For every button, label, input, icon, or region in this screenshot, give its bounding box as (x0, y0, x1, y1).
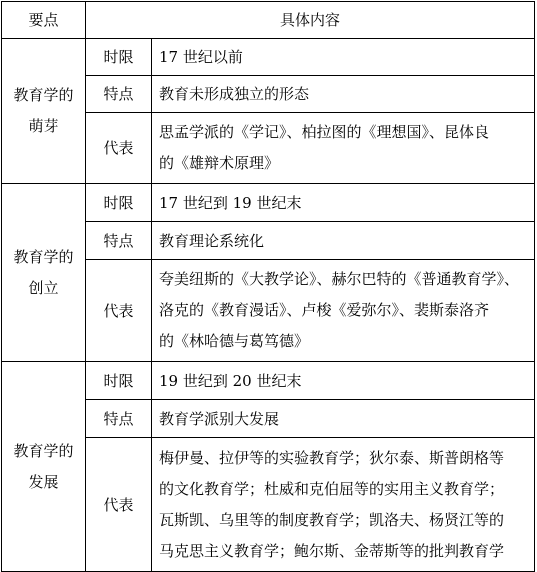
topic-line: 萌芽 (28, 117, 59, 135)
value-line: 梅伊曼、拉伊等的实验教育学；狄尔泰、斯普朗格等 (159, 448, 505, 467)
table-row (2, 39, 535, 76)
attr-cell: 特点 (86, 222, 152, 260)
value-cell (152, 260, 535, 362)
table-row (2, 184, 535, 222)
topic-line: 发展 (28, 472, 59, 491)
value-cell: 17 世纪以前 (152, 39, 535, 76)
topic-line: 教育学的 (13, 86, 74, 104)
value-line: 洛克的《教育漫话》、卢梭《爱弥尔》、裴斯泰洛齐 (159, 301, 490, 319)
topic-cell (2, 39, 86, 184)
attr-cell: 特点 (86, 76, 152, 113)
attr-cell: 时限 (86, 39, 152, 76)
value-cell: 教育未形成独立的形态 (152, 76, 535, 113)
topic-cell (2, 362, 86, 572)
topic-line: 教育学的 (13, 441, 74, 460)
header-key-points: 要点 (2, 2, 86, 39)
value-cell: 17 世纪到 19 世纪末 (152, 184, 535, 222)
value-line: 思孟学派的《学记》、柏拉图的《理想国》、昆体良 (159, 123, 490, 141)
value-cell (152, 113, 535, 184)
attr-cell: 代表 (86, 438, 152, 572)
value-cell: 教育理论系统化 (152, 222, 535, 260)
header-row (2, 2, 535, 39)
value-cell (152, 438, 535, 572)
header-content: 具体内容 (86, 2, 535, 39)
table-row (2, 362, 535, 400)
topic-line: 教育学的 (13, 247, 74, 266)
attr-cell: 代表 (86, 260, 152, 362)
value-line: 的《雄辩术原理》 (159, 154, 280, 172)
value-line: 马克思主义教育学；鲍尔斯、金蒂斯等的批判教育学 (159, 541, 505, 560)
topic-cell (2, 184, 86, 362)
value-line: 夸美纽斯的《大教学论》、赫尔巴特的《普通教育学》、 (159, 270, 520, 288)
value-line: 的文化教育学；杜威和克伯屈等的实用主义教育学； (159, 479, 505, 498)
attr-cell: 时限 (86, 184, 152, 222)
attr-cell: 特点 (86, 400, 152, 438)
topic-line: 创立 (28, 278, 59, 297)
attr-cell: 时限 (86, 362, 152, 400)
value-line: 的《林哈德与葛笃德》 (159, 332, 310, 350)
value-line: 瓦斯凯、乌里等的制度教育学；凯洛夫、杨贤江等的 (159, 510, 505, 529)
value-cell: 教育学派别大发展 (152, 400, 535, 438)
attr-cell: 代表 (86, 113, 152, 184)
value-cell: 19 世纪到 20 世纪末 (152, 362, 535, 400)
education-history-table (1, 1, 535, 572)
